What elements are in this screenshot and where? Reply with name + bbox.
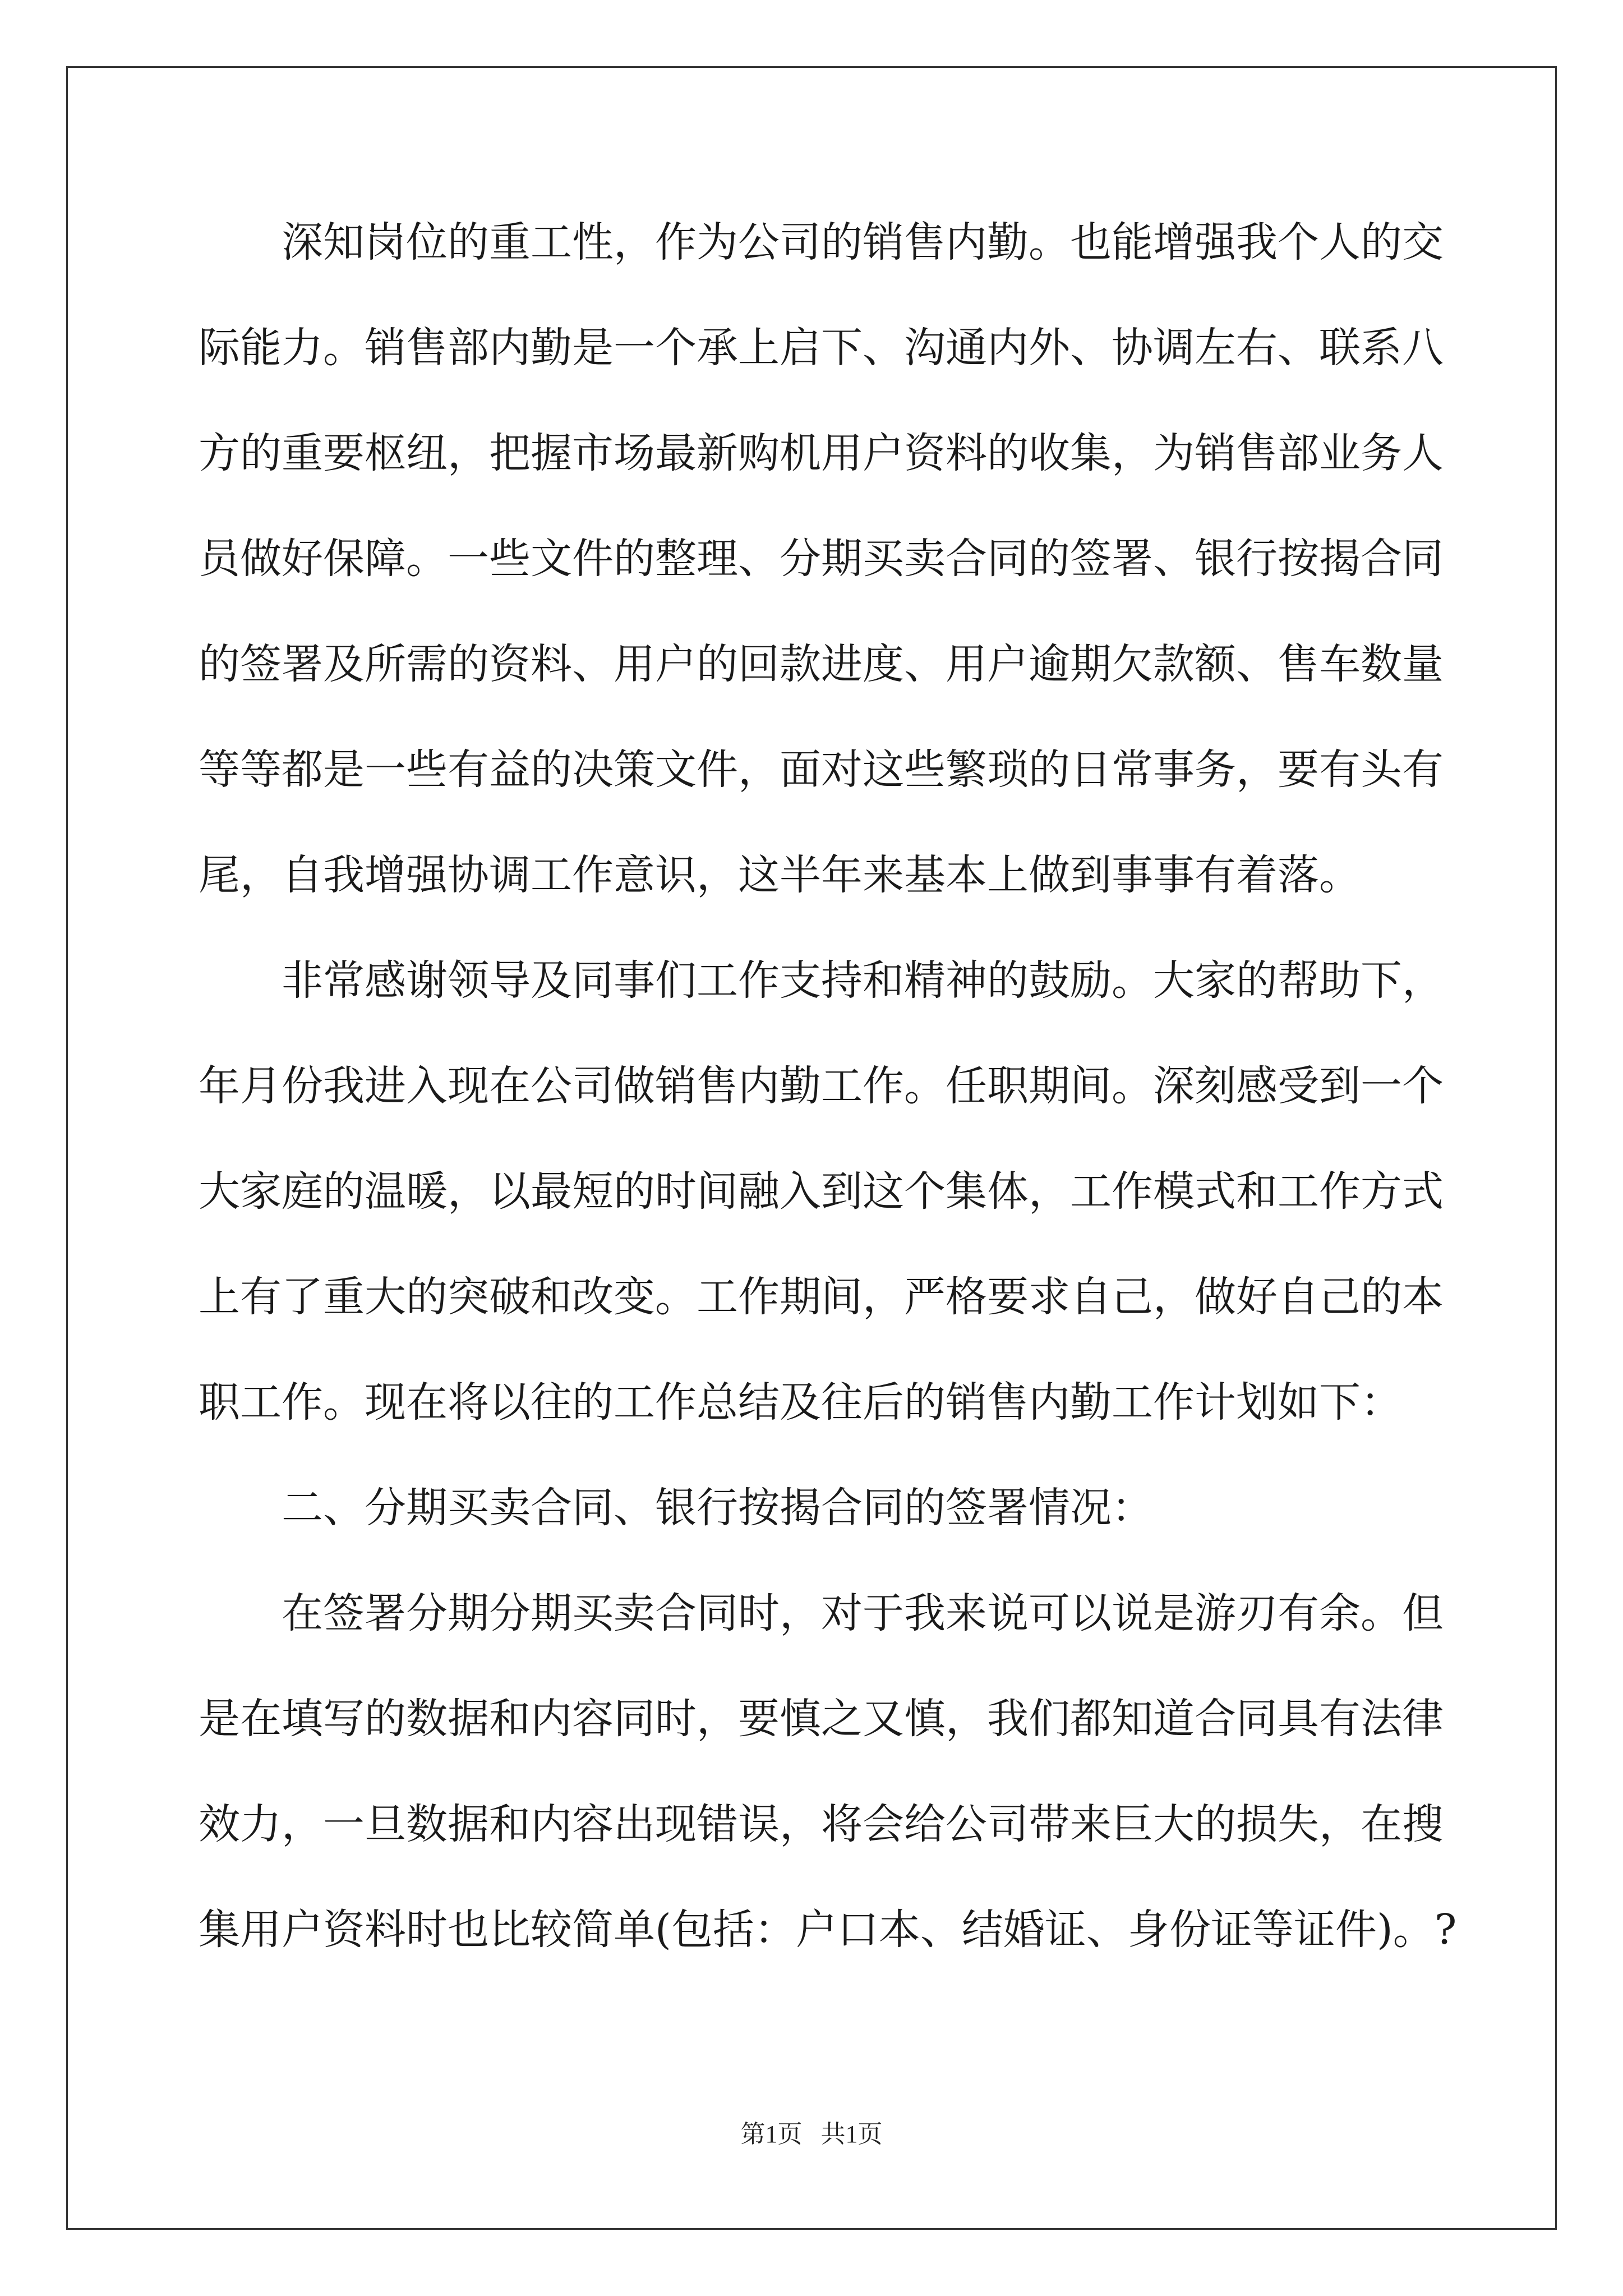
paragraph-3-line-1: 在签署分期分期买卖合同时，对于我来说可以说是游刃有余。但 xyxy=(282,1589,1444,1637)
paragraph-1-line-5: 的签署及所需的资料、用户的回款进度、用户逾期欠款额、售车数量 xyxy=(199,640,1444,688)
paragraph-3-line-2: 是在填写的数据和内容同时，要慎之又慎，我们都知道合同具有法律 xyxy=(199,1695,1444,1743)
paragraph-2-line-5: 职工作。现在将以往的工作总结及往后的销售内勤工作计划如下： xyxy=(199,1378,1402,1427)
paragraph-3-line-3: 效力，一旦数据和内容出现错误，将会给公司带来巨大的损失，在搜 xyxy=(199,1800,1444,1848)
paragraph-1-line-3: 方的重要枢纽，把握市场最新购机用户资料的收集，为销售部业务人 xyxy=(199,429,1444,477)
paragraph-3-line-4: 集用户资料时也比较简单(包括：户口本、结婚证、身份证等证件)。? xyxy=(199,1906,1457,1954)
paragraph-1-line-2: 际能力。销售部内勤是一个承上启下、沟通内外、协调左右、联系八 xyxy=(199,324,1444,372)
paragraph-2-line-4: 上有了重大的突破和改变。工作期间，严格要求自己，做好自己的本 xyxy=(199,1273,1444,1321)
paragraph-1-line-6: 等等都是一些有益的决策文件，面对这些繁琐的日常事务，要有头有 xyxy=(199,746,1444,794)
section-heading: 二、分期买卖合同、银行按揭合同的签署情况： xyxy=(282,1484,1153,1532)
paragraph-1-line-7: 尾，自我增强协调工作意识，这半年来基本上做到事事有着落。 xyxy=(199,851,1361,899)
paragraph-2-line-1: 非常感谢领导及同事们工作支持和精神的鼓励。大家的帮助下， xyxy=(282,956,1444,1005)
paragraph-2-line-3: 大家庭的温暖，以最短的时间融入到这个集体，工作模式和工作方式 xyxy=(199,1167,1444,1216)
page-number-footer: 第1页 共1页 xyxy=(740,2120,883,2148)
paragraph-1-line-1: 深知岗位的重工性，作为公司的销售内勤。也能增强我个人的交 xyxy=(282,218,1444,266)
paragraph-2-line-2: 年月份我进入现在公司做销售内勤工作。任职期间。深刻感受到一个 xyxy=(199,1062,1444,1110)
paragraph-1-line-4: 员做好保障。一些文件的整理、分期买卖合同的签署、银行按揭合同 xyxy=(199,535,1444,583)
